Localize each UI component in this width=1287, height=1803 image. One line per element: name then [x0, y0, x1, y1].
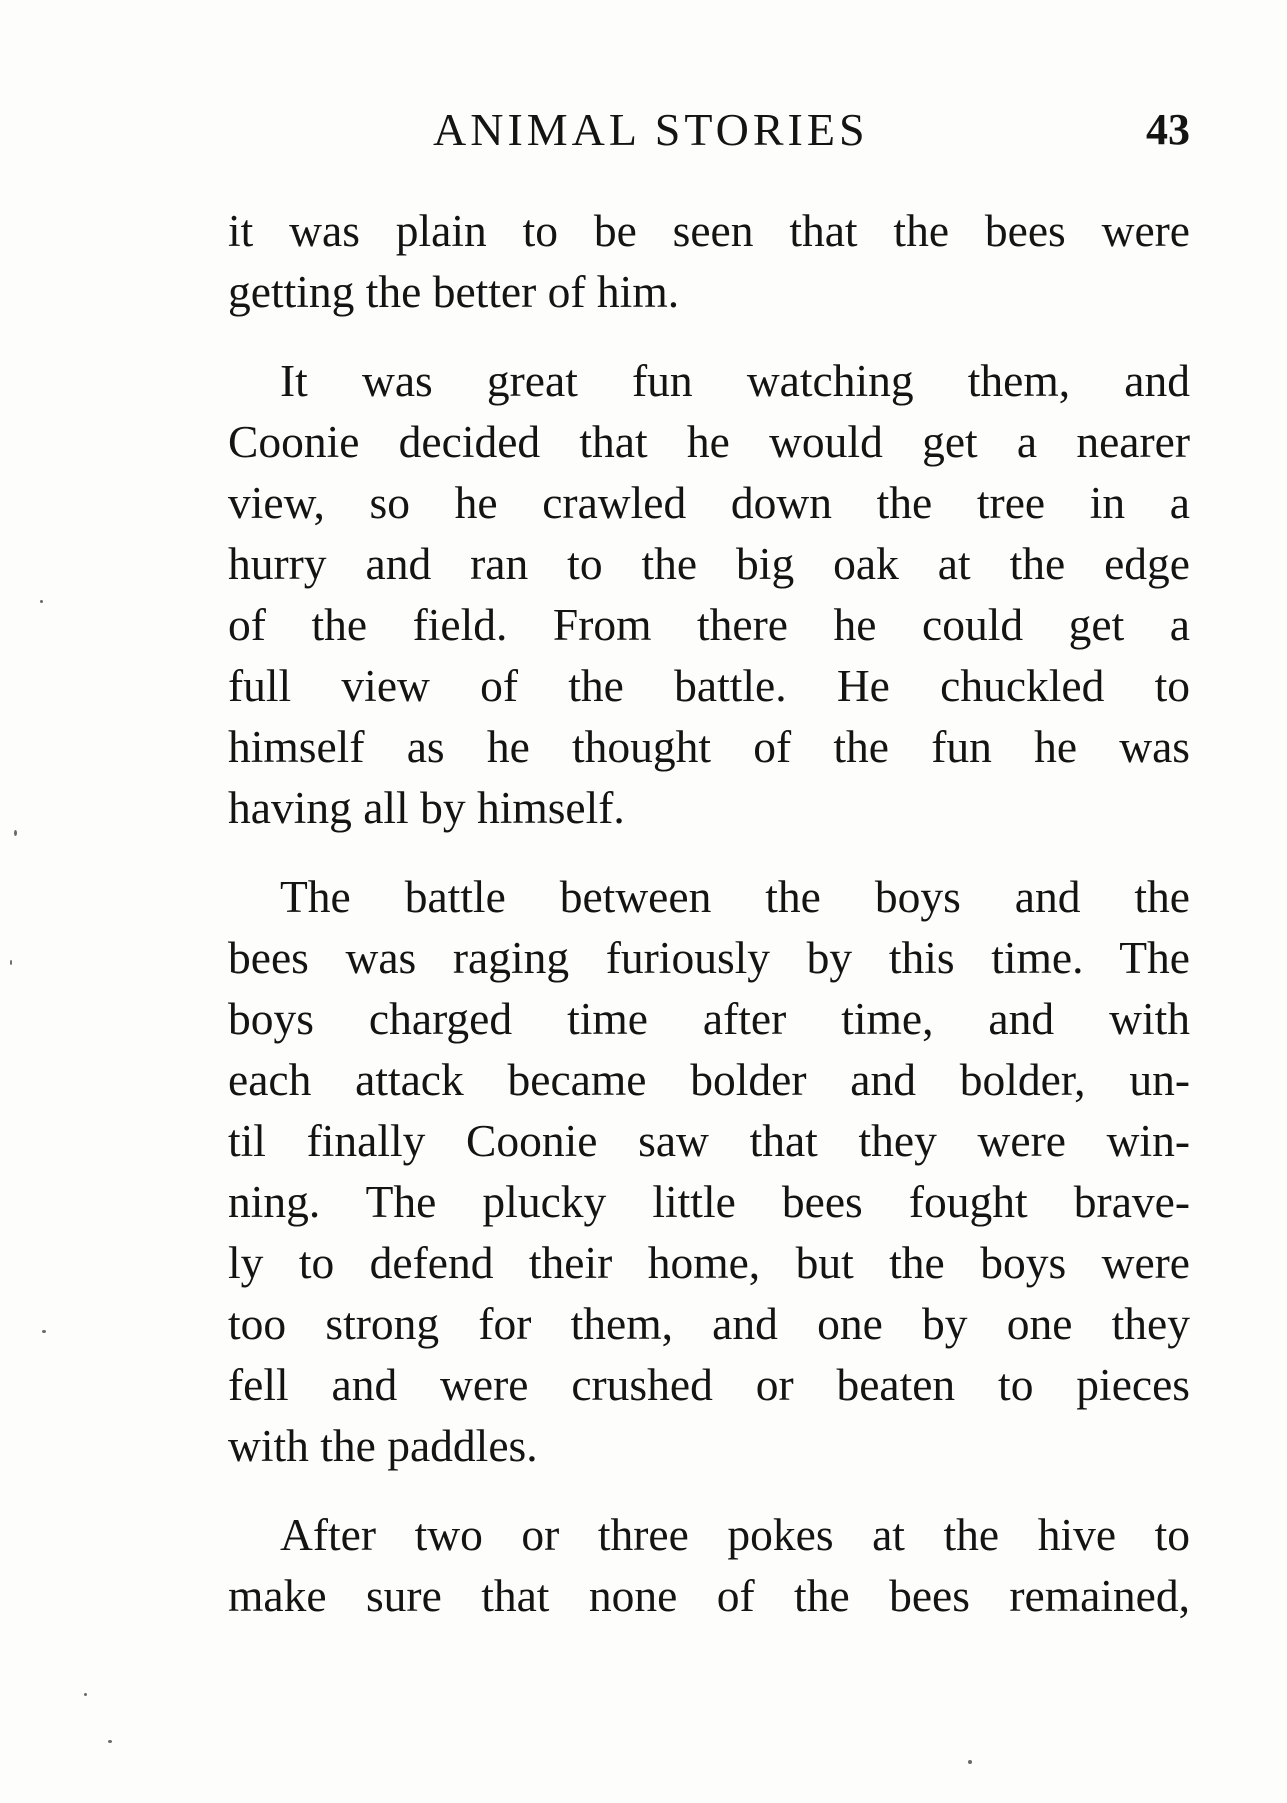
paragraph	[228, 1504, 1190, 1626]
text-line: The battle between the boys and the	[280, 871, 1190, 922]
text-line: with the paddles.	[228, 1420, 538, 1471]
text-line: of the field. From there he could get a	[228, 599, 1190, 650]
text-line: It was great fun watching them, and	[280, 355, 1190, 406]
speck	[40, 600, 43, 603]
body-text	[228, 200, 1190, 1626]
text-line: view, so he crawled down the tree in a	[228, 477, 1190, 528]
paragraph	[228, 350, 1190, 838]
page-number: 43	[1146, 105, 1190, 154]
speck	[968, 1760, 972, 1764]
text-line: boys charged time after time, and with	[228, 993, 1190, 1044]
paragraph	[228, 200, 1190, 322]
text-line: having all by himself.	[228, 782, 625, 833]
text-line: full view of the battle. He chuckled to	[228, 660, 1190, 711]
speck	[14, 830, 17, 836]
text-line: too strong for them, and one by one they	[228, 1298, 1190, 1349]
text-line: ly to defend their home, but the boys were	[228, 1237, 1190, 1288]
text-line: After two or three pokes at the hive to	[280, 1509, 1190, 1560]
text-line: each attack became bolder and bolder, un-	[228, 1054, 1190, 1105]
paragraph	[228, 866, 1190, 1476]
speck	[42, 1330, 46, 1333]
text-line: getting the better of him.	[228, 266, 680, 317]
speck	[10, 960, 12, 965]
speck	[84, 1693, 87, 1696]
text-line: ning. The plucky little bees fought brave-	[228, 1176, 1190, 1227]
running-title: ANIMAL STORIES	[433, 104, 869, 155]
page-header	[228, 100, 1190, 160]
text-line: bees was raging furiously by this time. The	[228, 932, 1190, 983]
speck	[108, 1740, 112, 1743]
text-line: fell and were crushed or beaten to pieces	[228, 1359, 1190, 1410]
text-line: til finally Coonie saw that they were win-	[228, 1115, 1190, 1166]
text-line: himself as he thought of the fun he was	[228, 721, 1190, 772]
text-line: make sure that none of the bees remained,	[228, 1570, 1190, 1621]
text-line: hurry and ran to the big oak at the edge	[228, 538, 1190, 589]
text-line: Coonie decided that he would get a nearer	[228, 416, 1190, 467]
text-line: it was plain to be seen that the bees were	[228, 205, 1190, 256]
